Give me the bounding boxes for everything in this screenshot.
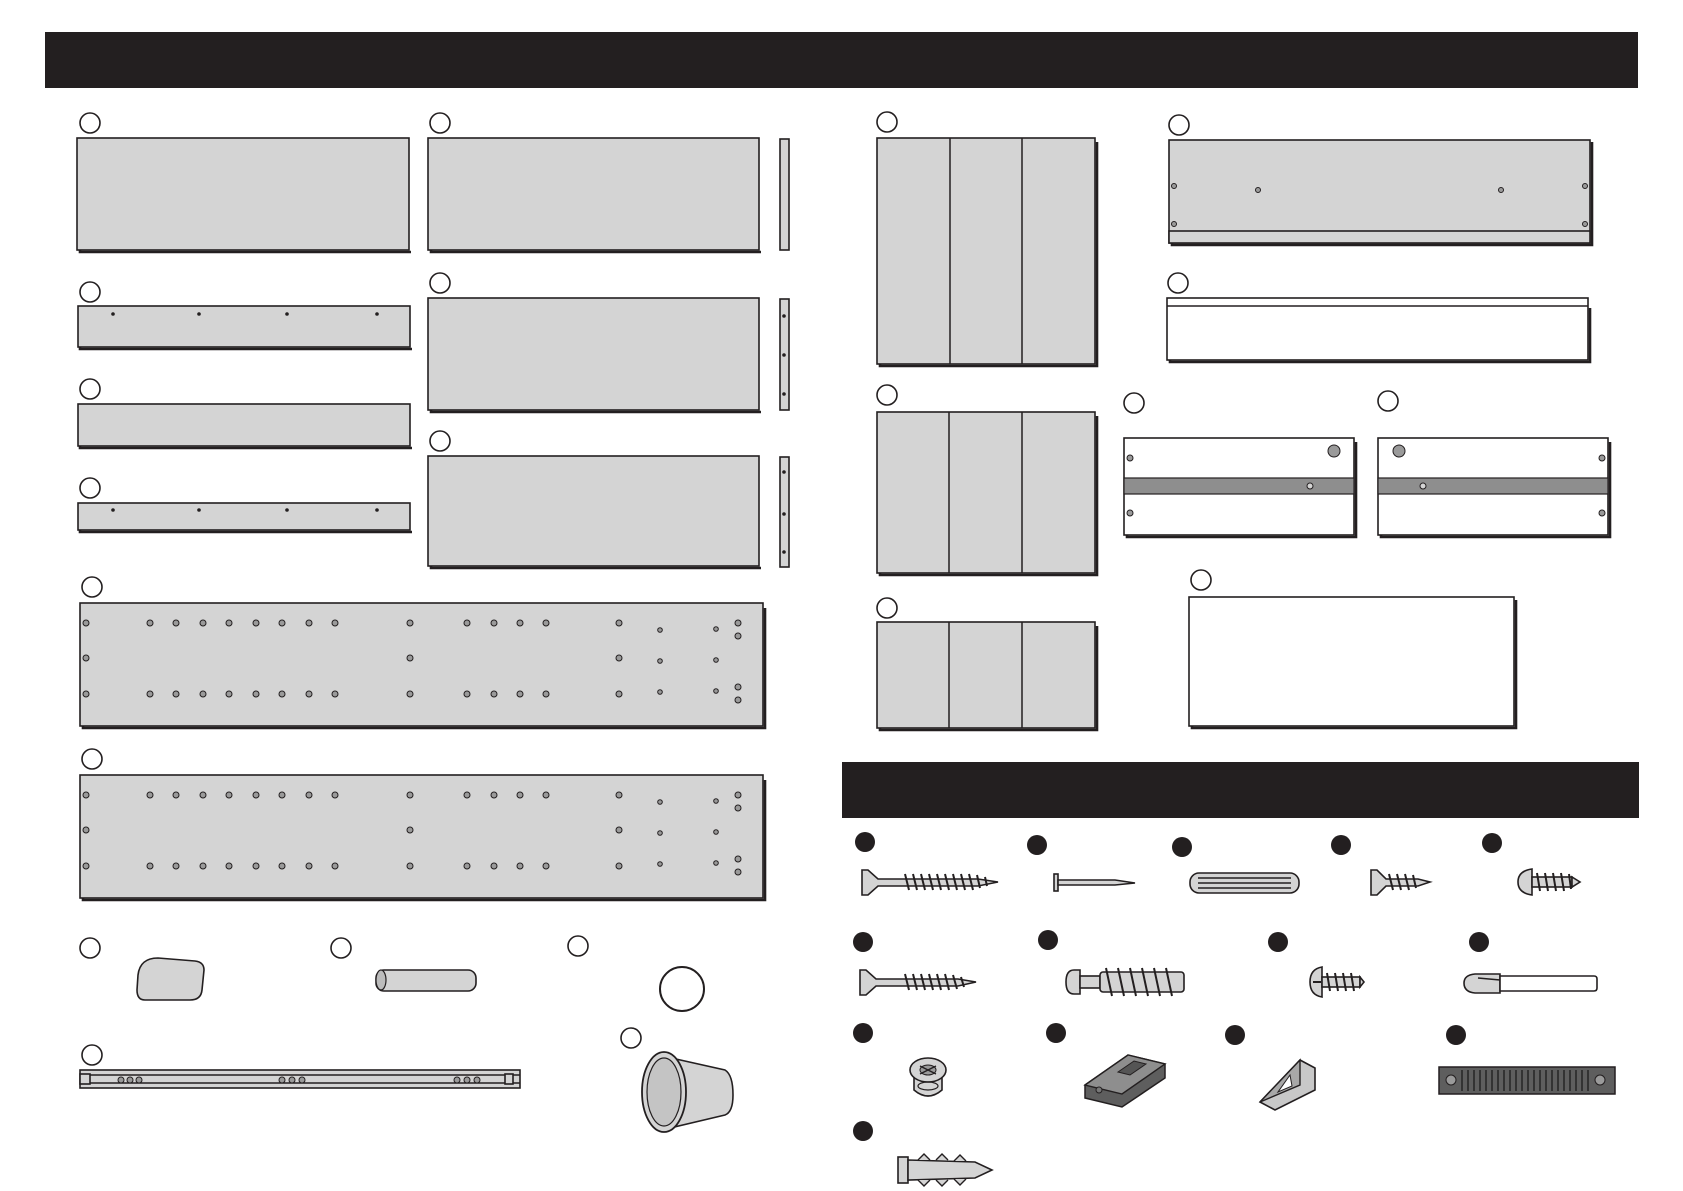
part-marker: [621, 1028, 641, 1048]
hardware-marker: [1469, 932, 1489, 952]
hardware-marker: [1172, 837, 1192, 857]
medium-wood-screw-icon: [860, 970, 976, 995]
hardware-marker: [1046, 1023, 1066, 1043]
hardware-marker: [855, 832, 875, 852]
corner-bracket-icon: [1260, 1060, 1315, 1110]
part-marker: [82, 577, 102, 597]
short-flat-screw-icon: [1371, 870, 1430, 895]
part-marker: [80, 379, 100, 399]
part-marker: [430, 273, 450, 293]
part-marker: [82, 749, 102, 769]
part-9-side-panel: [80, 749, 765, 900]
part-7-thin-rail: [78, 478, 412, 532]
part-11-dowel: [331, 938, 476, 991]
part-8-side-panel: [80, 577, 765, 728]
hw-pan-head-screw: [1482, 833, 1580, 895]
hardware-marker: [1027, 835, 1047, 855]
truss-head-screw-icon: [1310, 967, 1364, 997]
part-4-panel-with-edge-holes: [428, 273, 789, 412]
part-marker: [430, 431, 450, 451]
wood-dowel-icon: [1190, 873, 1299, 893]
hw-long-wood-screw: [855, 832, 998, 895]
part-marker: [1191, 570, 1211, 590]
part-marker: [80, 113, 100, 133]
nail-icon: [1054, 874, 1135, 891]
part-18-triple-panel-medium: [877, 385, 1097, 575]
part-13-drawer-slide: [80, 1045, 520, 1088]
hardware-marker: [1482, 833, 1502, 853]
edge-view: [780, 139, 789, 250]
round-cap-icon: [660, 967, 704, 1011]
part-marker: [430, 113, 450, 133]
part-marker: [568, 936, 588, 956]
hw-wall-anchor: [853, 1121, 992, 1186]
part-20-bracket-right: [1378, 391, 1610, 537]
part-10-foot: [80, 938, 204, 1000]
hw-truss-head-screw: [1268, 932, 1364, 997]
hardware-marker: [1446, 1025, 1466, 1045]
hardware-marker: [853, 1023, 873, 1043]
part-marker: [1168, 273, 1188, 293]
part-marker: [80, 282, 100, 302]
part-19-bracket-left: [1124, 393, 1356, 537]
part-16-drawer-front: [1169, 115, 1592, 245]
part-marker: [877, 598, 897, 618]
hw-wood-dowel: [1172, 837, 1299, 893]
part-marker: [80, 938, 100, 958]
foot-icon: [137, 958, 204, 1000]
hw-corner-bracket: [1225, 1025, 1315, 1110]
part-marker: [1378, 391, 1398, 411]
part-3-rail-with-holes: [78, 282, 412, 349]
hw-shelf-support-clip: [1046, 1023, 1165, 1107]
part-6-panel-with-edge-holes: [428, 431, 789, 568]
hw-connector-strip: [1439, 1025, 1615, 1094]
part-1-top-panel: [77, 113, 411, 252]
part-marker: [1124, 393, 1144, 413]
connector-strip-icon: [1439, 1067, 1615, 1094]
hw-allen-key: [1464, 932, 1597, 993]
part-14-cone-foot: [621, 1028, 733, 1132]
part-17-shelf-board: [1167, 273, 1590, 362]
dowel-icon: [376, 970, 476, 991]
pan-head-screw-icon: [1518, 869, 1580, 895]
hw-short-flat-screw: [1331, 835, 1430, 895]
part-21-triple-panel-short: [877, 598, 1097, 730]
part-marker: [877, 385, 897, 405]
part-marker: [877, 112, 897, 132]
part-22-back-board: [1189, 570, 1516, 728]
part-15-three-panel-door: [877, 112, 1097, 366]
hardware-marker: [1268, 932, 1288, 952]
long-wood-screw-icon: [862, 870, 998, 895]
wall-anchor-icon: [898, 1154, 992, 1186]
hw-cam-lock: [853, 1023, 946, 1096]
allen-key-icon: [1464, 974, 1597, 993]
hardware-marker: [1038, 930, 1058, 950]
hardware-marker: [853, 1121, 873, 1141]
hw-cam-bolt: [1038, 930, 1184, 996]
part-marker: [331, 938, 351, 958]
shelf-support-clip-icon: [1085, 1055, 1165, 1107]
part-marker: [1169, 115, 1189, 135]
part-2-panel-with-edge: [428, 113, 789, 252]
hardware-marker: [853, 932, 873, 952]
part-5-plain-rail: [78, 379, 412, 448]
part-marker: [80, 478, 100, 498]
hw-nail: [1027, 835, 1135, 891]
part-marker: [82, 1045, 102, 1065]
hw-medium-wood-screw: [853, 932, 976, 995]
cam-bolt-icon: [1066, 968, 1184, 996]
cam-lock-icon: [910, 1058, 946, 1096]
hardware-marker: [1331, 835, 1351, 855]
hardware-marker: [1225, 1025, 1245, 1045]
part-12-round-cap: [568, 936, 704, 1011]
